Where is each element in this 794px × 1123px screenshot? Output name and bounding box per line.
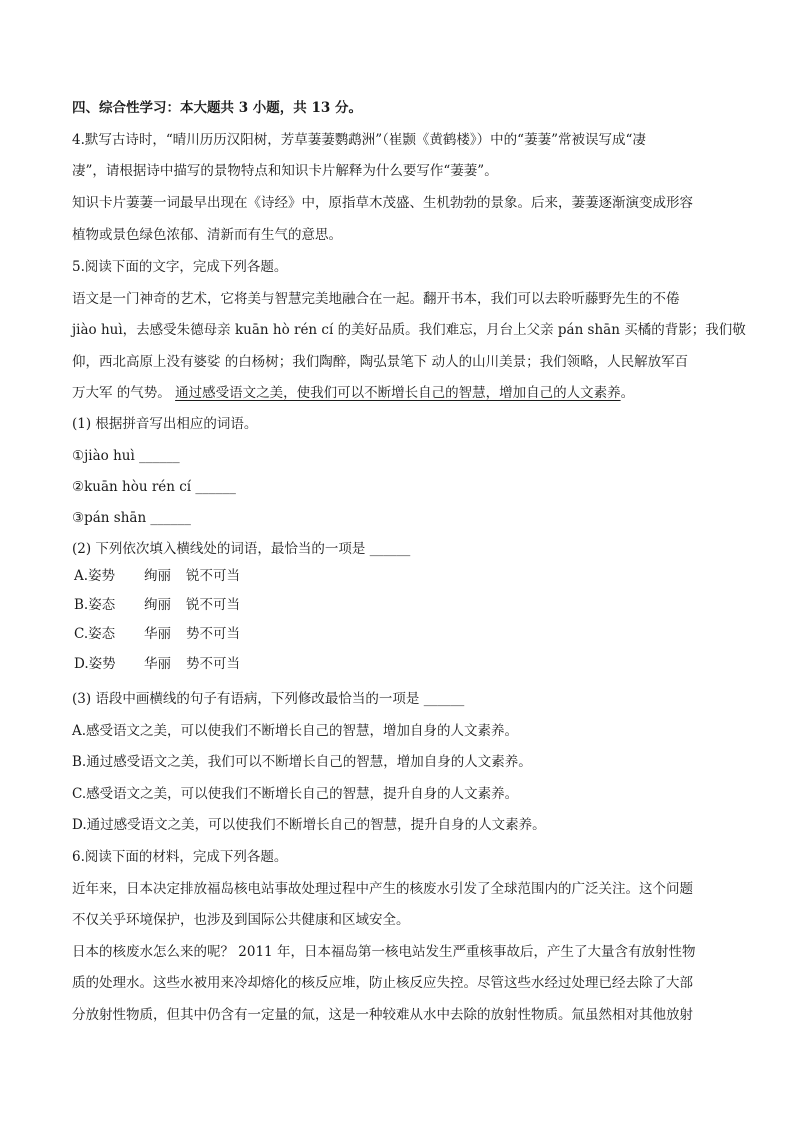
q4-text-line2: 凄”，请根据诗中描写的景物特点和知识卡片解释为什么要写作“萋萋”。 [72, 163, 498, 179]
sub3-option-d: D.通过感受语文之美，可以使我们不断增长自己的智慧，提升自身的人文素养。 [72, 817, 546, 833]
sub2-option-a: A.姿势 绚丽 锐不可当 [74, 568, 240, 584]
sub1-item: ①jiào huì ______ [72, 448, 180, 464]
sub3-option-b: B.通过感受语文之美，我们可以不断增长自己的智慧，增加自身的人文素养。 [72, 754, 532, 770]
q5-passage-line2: jiào huì，去感受朱德母亲 kuān hò rén cí 的美好品质。我们难忘，月台上父亲 pán shān 买橘的背影；我们敬 [72, 322, 746, 338]
sub3-option-c: C.感受语文之美，可以使我们不断增长自己的智慧，提升自身的人文素养。 [72, 786, 519, 802]
sub2-option-c: C.姿态 华丽 势不可当 [74, 626, 240, 642]
q6-paragraph1-line1: 近年来，日本决定排放福岛核电站事故处理过程中产生的核废水引发了全球范围内的广泛关注。这个问题 [72, 881, 693, 897]
sub3-title: (3) 语段中画横线的句子有语病，下列修改最恰当的一项是 ______ [72, 691, 465, 707]
sub1-item: ②kuān hòu rén cí ______ [72, 479, 236, 495]
q6-paragraph2-line1: 日本的核废水怎么来的呢？ 2011 年，日本福岛第一核电站发生严重核事故后，产生了大量含有放射性物 [72, 944, 696, 960]
q5-passage-line4: 万大军 的气势。 通过感受语文之美，使我们可以不断增长自己的智慧，增加自己的人文素养。 [72, 385, 635, 401]
section-heading: 四、综合性学习：本大题共 3 小题，共 13 分。 [72, 100, 362, 116]
sub1-title: (1) 根据拼音写出相应的词语。 [72, 416, 258, 432]
knowledge-card-line2: 植物或景色绿色浓郁、清新而有生气的意思。 [72, 227, 342, 243]
underlined-sentence: 通过感受语文之美，使我们可以不断增长自己的智慧，增加自己的人文素养 [175, 385, 621, 401]
sub2-option-d: D.姿势 华丽 势不可当 [74, 656, 240, 672]
q6-paragraph2-line2: 质的处理水。这些水被用来冷却熔化的核反应堆，防止核反应失控。尽管这些水经过处理已经去除了大部 [72, 975, 693, 991]
sub1-item: ③pán shān ______ [72, 510, 191, 526]
sub2-title: (2) 下列依次填入横线处的词语，最恰当的一项是 ______ [72, 541, 411, 557]
q4-text-line1: 4.默写古诗时，“晴川历历汉阳树，芳草萋萋鹦鹉洲”（崔颢《黄鹤楼》）中的“萋萋”常被误写成“凄 [72, 132, 646, 148]
q6-title: 6.阅读下面的材料，完成下列各题。 [72, 849, 288, 865]
knowledge-card-line1: 知识卡片萋萋一词最早出现在《诗经》中，原指草木茂盛、生机勃勃的景象。后来，萋萋逐渐演变成形容 [72, 195, 693, 211]
sub3-option-a: A.感受语文之美，可以使我们不断增长自己的智慧，增加自身的人文素养。 [72, 723, 519, 739]
sub2-option-b: B.姿态 绚丽 锐不可当 [74, 597, 240, 613]
q5-title: 5.阅读下面的文字，完成下列各题。 [72, 259, 288, 275]
q5-passage-line3: 仰，西北高原上没有婆娑 的白杨树；我们陶醉，陶弘景笔下 动人的山川美景；我们领略，人民解放军百 [72, 354, 689, 370]
q6-paragraph1-line2: 不仅关乎环境保护，也涉及到国际公共健康和区域安全。 [72, 912, 410, 928]
q6-paragraph2-line3: 分放射性物质，但其中仍含有一定量的氚，这是一种较难从水中去除的放射性物质。氚虽然相对其他放射 [72, 1007, 693, 1023]
q5-passage-line1: 语文是一门神奇的艺术，它将美与智慧完美地融合在一起。翻开书本，我们可以去聆听藤野先生的不倦 [72, 291, 680, 307]
